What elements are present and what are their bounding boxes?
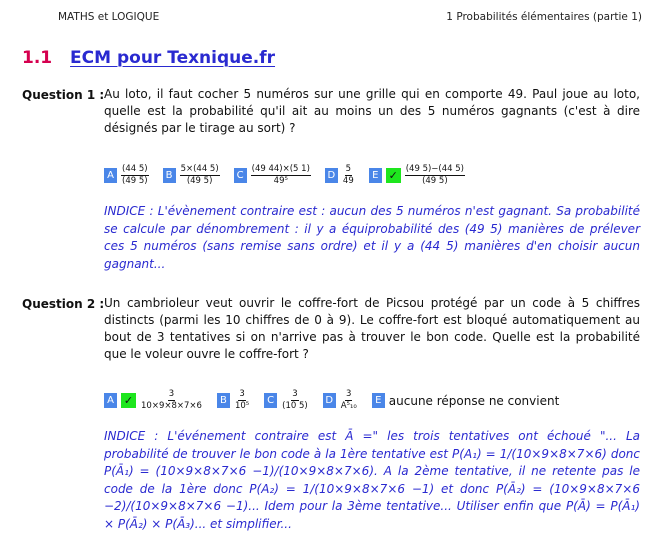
question-1-text: Au loto, il faut cocher 5 numéros sur une grille qui en comporte 49. Paul joue au loto, quelle est la probabilité qu'il ait au moins un des 5 numéros gagnants (c'est à dire désignés par le tirage au sort) ? bbox=[104, 87, 640, 135]
q2-answer-d[interactable] bbox=[323, 390, 358, 411]
checkmark-icon: ✓ bbox=[386, 168, 401, 183]
question-2-label: Question 2 : bbox=[22, 297, 105, 311]
q2-answer-b[interactable] bbox=[217, 390, 250, 411]
question-1-hint: INDICE : L'évènement contraire est : aucun des 5 numéros n'est gagnant. Sa probabilité se calcule par dénombrement : il y a équiprobabilité des (49 5) manières de prélever ces 5 numéros (sans remise sans ordre) et il y a (44 5) manières d'en choisir aucun gagnant... bbox=[104, 204, 640, 271]
section-title-link[interactable]: ECM pour Texnique.fr bbox=[70, 48, 276, 68]
answer-letter-badge: D bbox=[325, 168, 338, 183]
question-2-text: Un cambrioleur veut ouvrir le coffre-fort de Picsou protégé par un code à 5 chiffres distincts (parmi les 10 chiffres de 0 à 9). Le coffre-fort est bloqué automatiquement au bout de 3 tentatives si on n'arrive pas à trouver le bon code. Quelle est la probabilité que le voleur ouvre le coffre-fort ? bbox=[104, 296, 640, 361]
question-1-label: Question 1 : bbox=[22, 88, 105, 102]
q2-answer-e[interactable] bbox=[372, 393, 560, 408]
fraction-numerator: 3 bbox=[346, 389, 352, 399]
q1-answer-e[interactable] bbox=[369, 165, 465, 186]
fraction-numerator: (44 5) bbox=[122, 164, 148, 174]
running-header-left: MATHS et LOGIQUE bbox=[58, 11, 160, 23]
fraction-numerator: 3 bbox=[292, 389, 298, 399]
running-header-right: 1 Probabilités élémentaires (partie 1) bbox=[446, 11, 642, 23]
fraction-denominator: A⁵₁₀ bbox=[340, 401, 357, 411]
answer-letter-badge: C bbox=[264, 393, 277, 408]
answer-fraction bbox=[234, 390, 250, 411]
answer-letter-badge: E bbox=[369, 168, 382, 183]
answer-fraction bbox=[340, 390, 358, 411]
answer-fraction bbox=[140, 390, 203, 411]
answer-letter-badge: D bbox=[323, 393, 336, 408]
answer-letter-badge: E bbox=[372, 393, 385, 408]
section-number: 1.1 bbox=[22, 48, 53, 68]
fraction-denominator: 49⁵ bbox=[273, 176, 288, 186]
q2-answer-c[interactable] bbox=[264, 390, 309, 411]
fraction-denominator: 49 bbox=[342, 176, 354, 186]
fraction-numerator: (49 5)−(44 5) bbox=[405, 164, 464, 174]
answer-letter-badge: A bbox=[104, 393, 117, 408]
fraction-denominator: (10 5) bbox=[282, 401, 308, 411]
fraction-denominator: (49 5) bbox=[186, 176, 213, 186]
q1-answer-c[interactable] bbox=[234, 165, 311, 186]
fraction-numerator: 3 bbox=[168, 389, 175, 399]
answer-fraction bbox=[405, 165, 465, 186]
fraction-denominator: 10×9×8×7×6 bbox=[141, 401, 202, 411]
answer-fraction bbox=[342, 165, 355, 186]
answer-letter-badge: B bbox=[163, 168, 176, 183]
question-2-answers bbox=[104, 390, 573, 411]
answer-fraction bbox=[121, 165, 149, 186]
fraction-denominator: 10⁵ bbox=[234, 401, 250, 411]
checkmark-icon: ✓ bbox=[121, 393, 136, 408]
answer-fraction bbox=[180, 165, 220, 186]
fraction-numerator: 5 bbox=[345, 164, 352, 174]
q1-answer-a[interactable] bbox=[104, 165, 149, 186]
section-heading bbox=[22, 48, 275, 68]
answer-letter-badge: C bbox=[234, 168, 247, 183]
q1-answer-d[interactable] bbox=[325, 165, 355, 186]
answer-fraction bbox=[281, 390, 309, 411]
fraction-numerator: 3 bbox=[239, 389, 245, 399]
answer-letter-badge: B bbox=[217, 393, 230, 408]
q2-answer-a[interactable] bbox=[104, 390, 203, 411]
answer-letter-badge: A bbox=[104, 168, 117, 183]
answer-text: aucune réponse ne convient bbox=[388, 393, 560, 408]
fraction-denominator: (49 5) bbox=[122, 176, 148, 186]
q1-answer-b[interactable] bbox=[163, 165, 220, 186]
question-1-answers bbox=[104, 165, 479, 186]
fraction-denominator: (49 5) bbox=[422, 176, 448, 186]
answer-fraction bbox=[251, 165, 311, 186]
fraction-numerator: 5×(44 5) bbox=[180, 164, 219, 174]
question-2-hint: INDICE : L'événement contraire est Ā =" les trois tentatives ont échoué "... La probabilité de trouver le bon code à la 1ère tentative est P(A₁) = 1/(10×9×8×7×6) donc P(Ā₁) = (10×9×8×7×6 −1)/(10×9×8×7×6). A la 2ème tentative, il ne retente pas le code de la 1ère donc P(A₂) = 1/(10×9×8×7×6 −1) et donc P(Ā₂) = (10×9×8×7×6 −2)/(10×9×8×7×6 −1)... Idem pour la 3ème tentative... Utiliser enfin que P(Ā) = P(Ā₁) × P(Ā₂) × P(Ā₃)... et simplifier... bbox=[104, 429, 640, 531]
fraction-numerator: (49 44)×(5 1) bbox=[251, 164, 310, 174]
